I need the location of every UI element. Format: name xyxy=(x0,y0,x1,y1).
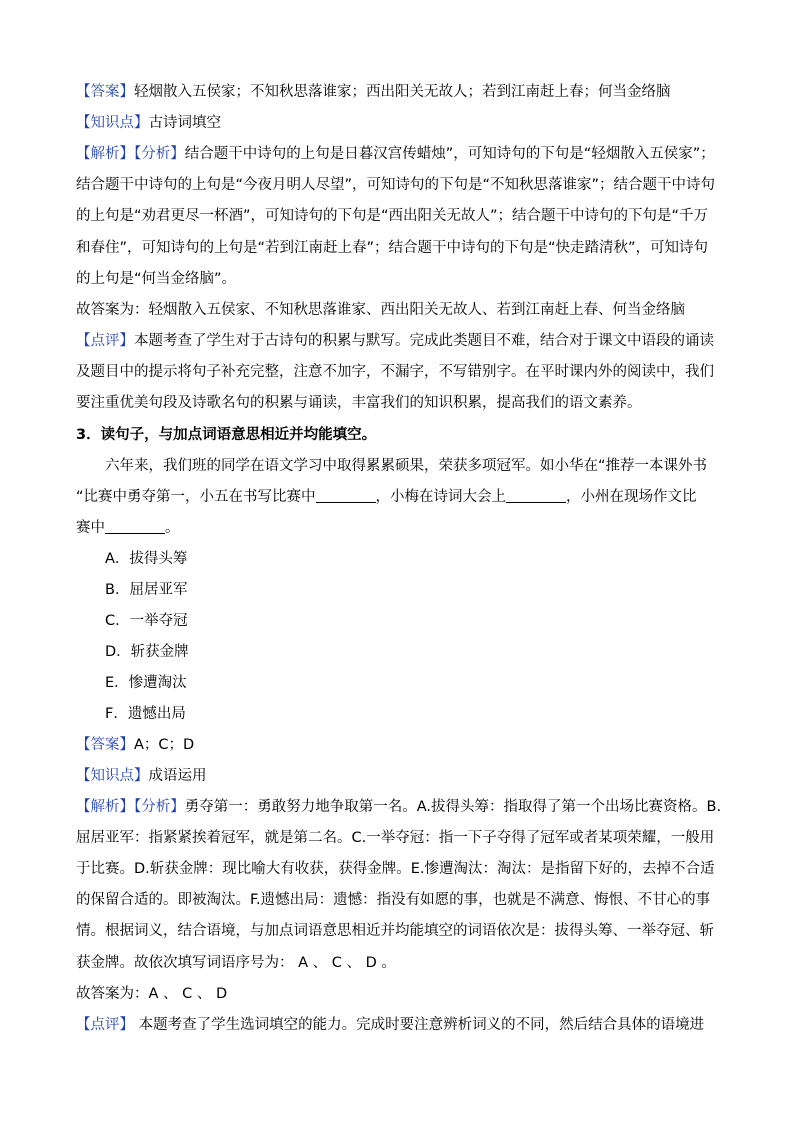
option-c: C．一举夺冠 xyxy=(105,612,188,629)
q3-knowledge xyxy=(76,761,722,792)
passage-text: 。 xyxy=(165,519,180,536)
analysis-tag: 【解析】【分析】 xyxy=(76,146,185,162)
analysis-text: 结合题干中诗句的上句是日暮汉宫传蜡烛”，可知诗句的下句是“轻烟散入五侯家”；结合题干中诗句的上句是“今夜月明人尽望”，可知诗句的下句是“不知秋思落谁家”；结合题干中诗句的上句是“劝君更尽一杯酒”，可知诗句的下句是“西出阳关无故人”；结合题干中诗句的下句是“千万和春住”，可知诗句的上句是“若到江南赶上春”；结合题干中诗句的下句是“快走踏清秋”，可知诗句的上句是“何当金络脑”。 xyxy=(76,146,716,287)
passage-text: “比赛中勇夺第一，小五在书写比赛中 xyxy=(76,488,316,505)
passage-text: ，小州在现场作文比 xyxy=(566,488,697,505)
knowledge-text: 成语运用 xyxy=(148,767,207,784)
answer-tag: 【答案】 xyxy=(76,736,134,753)
q3-answer xyxy=(76,730,722,761)
comment-tag: 【点评】 xyxy=(76,1016,134,1033)
passage-text: 赛中 xyxy=(76,519,105,536)
q2-knowledge xyxy=(76,108,722,139)
q3-analysis xyxy=(76,792,722,979)
blank-2 xyxy=(506,487,566,503)
q3-passage-line-1: 六年来，我们班的同学在语文学习中取得累累硕果，荣获多项冠军。如小华在“推荐一本课外书 xyxy=(105,457,708,474)
q3-comment xyxy=(76,1010,722,1041)
blank-1 xyxy=(316,487,376,503)
option-d: D．斩获金牌 xyxy=(105,643,189,660)
q2-comment xyxy=(76,326,722,420)
option-e: E．惨遭淘汰 xyxy=(105,674,187,691)
q2-conclusion: 故答案为：轻烟散入五侯家、不知秋思落谁家、西出阳关无故人、若到江南赶上春、何当金络脑 xyxy=(76,302,685,319)
knowledge-text: 古诗词填空 xyxy=(148,115,221,131)
passage-text: ，小梅在诗词大会上 xyxy=(375,488,507,505)
q2-analysis xyxy=(76,139,722,295)
answer-text: A；C；D xyxy=(134,736,195,753)
analysis-tag: 【解析】【分析】 xyxy=(76,798,185,815)
answer-tag: 【答案】 xyxy=(76,84,134,100)
comment-tag: 【点评】 xyxy=(76,333,134,350)
q2-answer xyxy=(76,77,722,108)
answer-text: 轻烟散入五侯家；不知秋思落谁家；西出阳关无故人；若到江南赶上春；何当金络脑 xyxy=(134,84,671,100)
analysis-text: 勇夺第一：勇敢努力地争取第一名。A.拔得头筹：指取得了第一个出场比赛资格。B.屈居亚军：指紧紧挨着冠军，就是第二名。C.一举夺冠：指一下子夺得了冠军或者某项荣耀，一般用于比赛。D.斩获金牌：现比喻大有收获，获得金牌。E.惨遭淘汰：淘汰：是指留下好的，去掉不合适的保留合适的。即被淘汰。F.遗憾出局：遗憾：指没有如愿的事，也就是不满意、悔恨、不甘心的事情。根据词义，结合语境，与加点词语意思相近并均能填空的词语依次是：拔得头筹、一举夺冠、斩获金牌。故依次填写词语序号为： A 、 C 、 D 。 xyxy=(76,798,722,971)
q3-title: 3．读句子，与加点词语意思相近并均能填空。 xyxy=(76,426,377,443)
q3-conclusion: 故答案为：A 、 C 、 D xyxy=(76,985,228,1002)
option-b: B．屈居亚军 xyxy=(105,581,188,598)
knowledge-tag: 【知识点】 xyxy=(76,767,149,784)
knowledge-tag: 【知识点】 xyxy=(76,115,149,131)
blank-3 xyxy=(105,518,165,534)
option-a: A．拔得头筹 xyxy=(105,550,188,567)
option-f: F．遗憾出局 xyxy=(105,705,186,722)
document-page xyxy=(76,77,722,1041)
comment-text: 本题考查了学生对于古诗句的积累与默写。完成此类题目不难，结合对于课文中语段的诵读及题目中的提示将句子补充完整，注意不加字，不漏字，不写错别字。在平时课内外的阅读中，我们要注重优美句段及诗歌名句的积累与诵读，丰富我们的知识积累，提高我们的语文素养。 xyxy=(76,333,714,412)
q3-passage-line-2 xyxy=(76,482,722,513)
comment-text: 本题考查了学生选词填空的能力。完成时要注意辨析词义的不同，然后结合具体的语境进 xyxy=(134,1016,705,1033)
q3-passage-line-3 xyxy=(76,513,722,544)
